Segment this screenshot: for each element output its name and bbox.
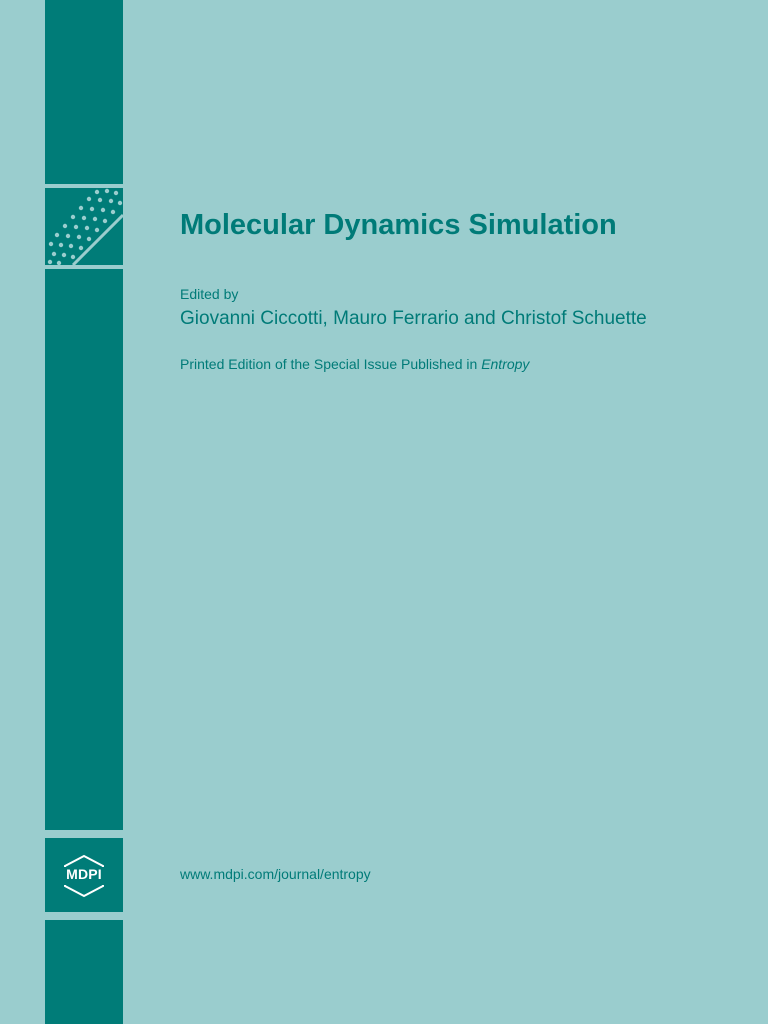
edited-by-label: Edited by xyxy=(180,286,239,302)
printed-edition-prefix: Printed Edition of the Special Issue Published in xyxy=(180,356,478,372)
journal-name: Entropy xyxy=(481,356,530,372)
book-title: Molecular Dynamics Simulation xyxy=(180,209,617,241)
editors-names: Giovanni Ciccotti, Mauro Ferrario and Christof Schuette xyxy=(180,308,647,329)
printed-edition-line xyxy=(180,356,529,372)
publisher-logo xyxy=(45,838,123,912)
cover-band-middle xyxy=(45,269,123,830)
journal-dots-emblem-icon xyxy=(45,188,123,265)
journal-url-link[interactable]: www.mdpi.com/journal/entropy xyxy=(180,866,371,882)
cover-band-bottom xyxy=(45,920,123,1024)
cover-band-top xyxy=(45,0,123,184)
journal-emblem xyxy=(45,188,123,265)
publisher-logo-text: MDPI xyxy=(66,866,102,882)
